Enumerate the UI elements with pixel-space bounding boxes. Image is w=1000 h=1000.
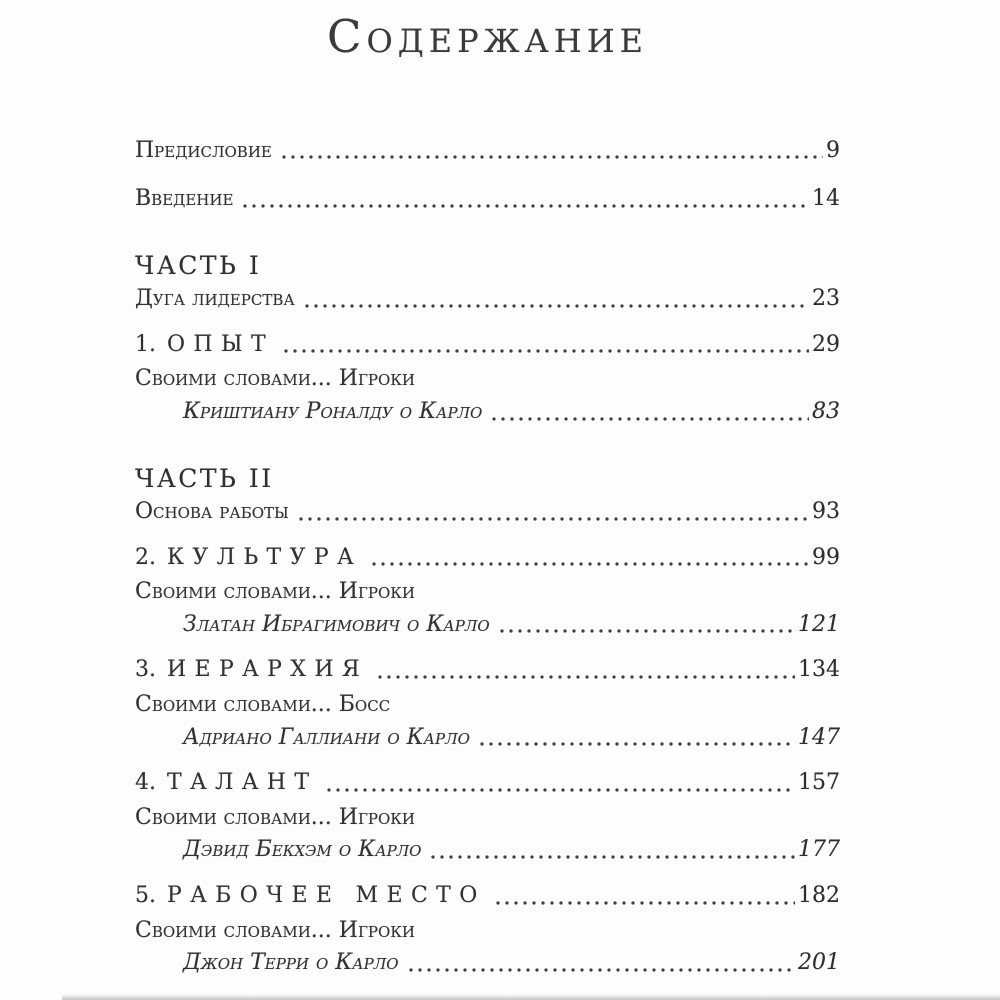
- part-heading: ЧАСТЬ II: [135, 463, 274, 493]
- part-section: [135, 463, 840, 527]
- person-name: Адриано Галлиани о Карло: [183, 724, 470, 750]
- byline-label: Своими словами... Игроки: [135, 917, 415, 943]
- dot-leader: [282, 155, 823, 159]
- page-number: 201: [798, 950, 840, 976]
- page-number: 182: [798, 883, 840, 908]
- page-title: Содержание: [327, 10, 648, 63]
- person-name: Джон Терри о Карло: [183, 950, 399, 976]
- dot-leader: [284, 349, 809, 353]
- person-entry-row: [135, 949, 840, 978]
- dot-leader: [378, 675, 795, 679]
- chapter-title: ИЕРАРХИЯ: [167, 657, 369, 683]
- chapter-section: [135, 882, 840, 978]
- chapter-number: 2.: [135, 544, 156, 570]
- chapter-title: КУЛЬТУРА: [167, 544, 363, 570]
- page-number: 23: [812, 286, 840, 312]
- part-heading: ЧАСТЬ I: [135, 250, 262, 280]
- part-section: [135, 250, 840, 314]
- chapter-number: 5.: [135, 883, 156, 908]
- chapter-row: [135, 544, 840, 573]
- page-number: 177: [798, 837, 840, 863]
- chapter-number: 1.: [135, 331, 156, 357]
- dot-leader: [243, 204, 809, 208]
- dot-leader: [480, 742, 795, 746]
- page-number: 147: [798, 724, 840, 750]
- chapter-row: [135, 656, 840, 685]
- chapter-row: [135, 769, 840, 798]
- chapter-title: РАБОЧЕЕ МЕСТО: [167, 883, 486, 908]
- entry-label: Основа работы: [135, 499, 289, 525]
- page-number: 14: [812, 186, 840, 212]
- chapter-row: [135, 331, 840, 360]
- chapter-section: [135, 544, 840, 640]
- page-number: 93: [812, 499, 840, 525]
- dot-leader: [409, 968, 795, 972]
- page-number: 157: [798, 770, 840, 796]
- chapter-row: [135, 882, 840, 911]
- dot-leader: [431, 855, 795, 859]
- page-number: 99: [812, 544, 840, 570]
- entry-label: Введение: [135, 186, 234, 212]
- page-number: 134: [798, 657, 840, 683]
- person-name: Златан Ибрагимович о Карло: [183, 611, 490, 637]
- byline-label: Своими словами... Босс: [135, 692, 391, 718]
- byline-label: Своими словами... Игроки: [135, 366, 415, 392]
- page-number: 9: [826, 137, 840, 163]
- page-edge-shadow: [62, 994, 1000, 1000]
- dot-leader: [305, 304, 809, 308]
- chapter-number: 3.: [135, 657, 156, 683]
- toc-entry-row: [135, 185, 840, 214]
- person-entry-row: [135, 398, 840, 427]
- dot-leader: [299, 517, 809, 521]
- chapter-section: [135, 769, 840, 865]
- page-number: 83: [812, 398, 840, 424]
- person-entry-row: [135, 611, 840, 640]
- chapter-title: ОПЫТ: [167, 331, 274, 357]
- dot-leader: [327, 788, 795, 792]
- entry-label: Предисловие: [135, 137, 272, 163]
- chapter-section: [135, 656, 840, 752]
- page-number: 121: [798, 611, 840, 637]
- byline-label: Своими словами... Игроки: [135, 579, 415, 605]
- byline-label: Своими словами... Игроки: [135, 804, 415, 830]
- page-number: 29: [812, 331, 840, 357]
- chapter-number: 4.: [135, 770, 156, 796]
- dot-leader: [492, 417, 809, 421]
- chapter-section: [135, 331, 840, 427]
- toc-entry-row: [135, 498, 840, 527]
- dot-leader: [500, 629, 795, 633]
- toc-entry-row: [135, 137, 840, 166]
- chapter-title: ТАЛАНТ: [167, 770, 318, 796]
- entry-label: Дуга лидерства: [135, 286, 295, 312]
- dot-leader: [372, 562, 809, 566]
- person-entry-row: [135, 836, 840, 865]
- person-name: Криштиану Роналду о Карло: [183, 398, 483, 424]
- dot-leader: [496, 901, 795, 905]
- person-entry-row: [135, 724, 840, 753]
- person-name: Дэвид Бекхэм о Карло: [183, 837, 422, 863]
- toc-entry-row: [135, 285, 840, 314]
